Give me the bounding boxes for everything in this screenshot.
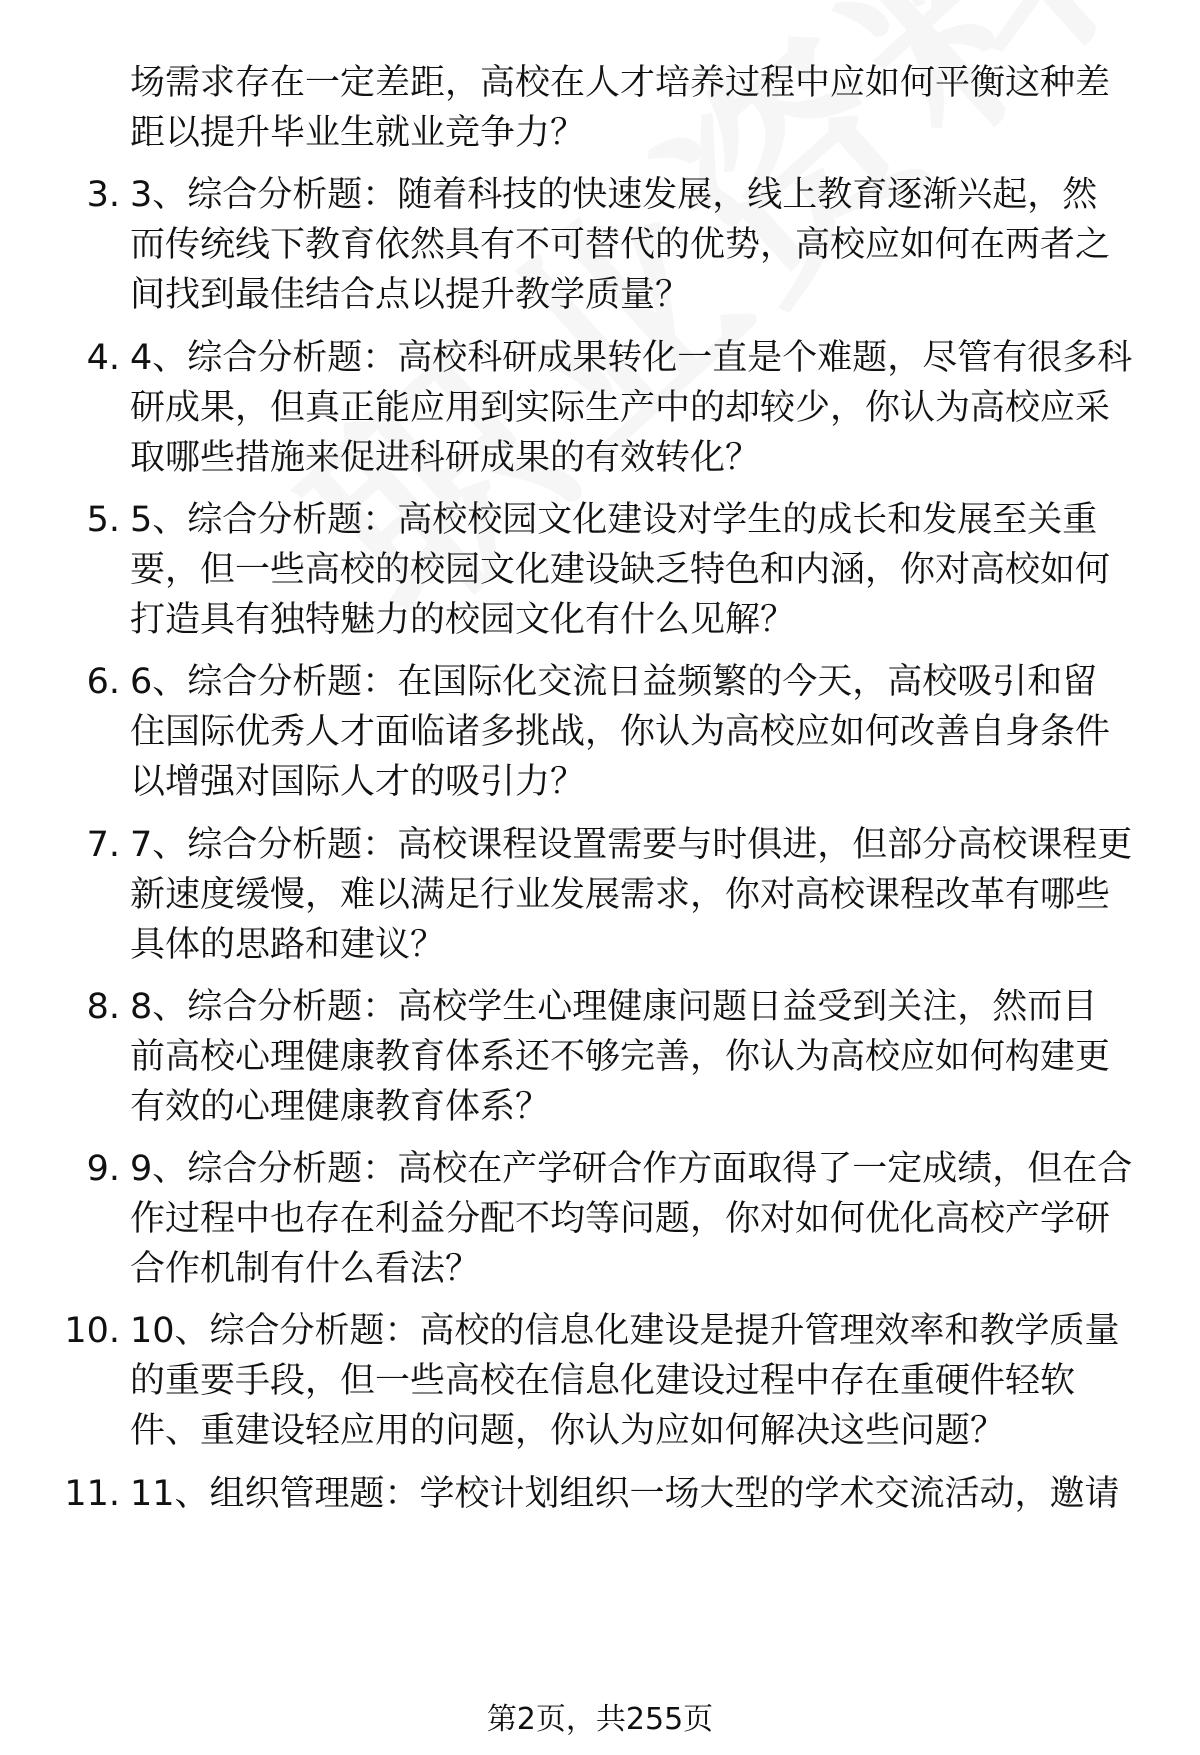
item-number: 7. (86, 825, 120, 865)
item-text: 10、综合分析题：高校的信息化建设是提升管理效率和教学质量的重要手段，但一些高校在信息化建设过程中存在重硬件轻软件、重建设轻应用的问题，你认为应如何解决这些问题？ (130, 1311, 1120, 1451)
item-number: 5. (86, 500, 120, 540)
item-text: 3、综合分析题：随着科技的快速发展，线上教育逐渐兴起，然而传统线下教育依然具有不可替代的优势，高校应如何在两者之间找到最佳结合点以提升教学质量？ (130, 175, 1111, 315)
item-number: 8. (86, 987, 120, 1027)
item-text: 5、综合分析题：高校校园文化建设对学生的成长和发展至关重要，但一些高校的校园文化建设缺乏特色和内涵，你对高校如何打造具有独特魅力的校园文化有什么见解？ (130, 500, 1111, 640)
page-footer: 第2页，共255页 (486, 1702, 714, 1737)
item-text: 4、综合分析题：高校科研成果转化一直是个难题，尽管有很多科研成果，但真正能应用到实际生产中的却较少，你认为高校应采取哪些措施来促进科研成果的有效转化？ (130, 338, 1133, 478)
item-number: 3. (86, 175, 120, 215)
item-text: 9、综合分析题：高校在产学研合作方面取得了一定成绩，但在合作过程中也存在利益分配不均等问题，你对如何优化高校产学研合作机制有什么看法？ (130, 1149, 1133, 1289)
item-number: 10. (64, 1311, 120, 1351)
item-text: 7、综合分析题：高校课程设置需要与时俱进，但部分高校课程更新速度缓慢，难以满足行业发展需求，你对高校课程改革有哪些具体的思路和建议？ (130, 825, 1133, 965)
item-number: 9. (86, 1149, 120, 1189)
item-text: 8、综合分析题：高校学生心理健康问题日益受到关注，然而目前高校心理健康教育体系还不够完善，你认为高校应如何构建更有效的心理健康教育体系？ (130, 987, 1111, 1127)
item-number: 4. (86, 338, 120, 378)
item-number: 6. (86, 662, 120, 702)
item-text: 11、组织管理题：学校计划组织一场大型的学术交流活动，邀请 (130, 1474, 1120, 1514)
item-text: 6、综合分析题：在国际化交流日益频繁的今天，高校吸引和留住国际优秀人才面临诸多挑战，你认为高校应如何改善自身条件以增强对国际人才的吸引力？ (130, 662, 1111, 802)
item-number: 11. (64, 1474, 120, 1514)
continuation-text: 场需求存在一定差距，高校在人才培养过程中应如何平衡这种差距以提升毕业生就业竞争力？ (130, 63, 1111, 153)
